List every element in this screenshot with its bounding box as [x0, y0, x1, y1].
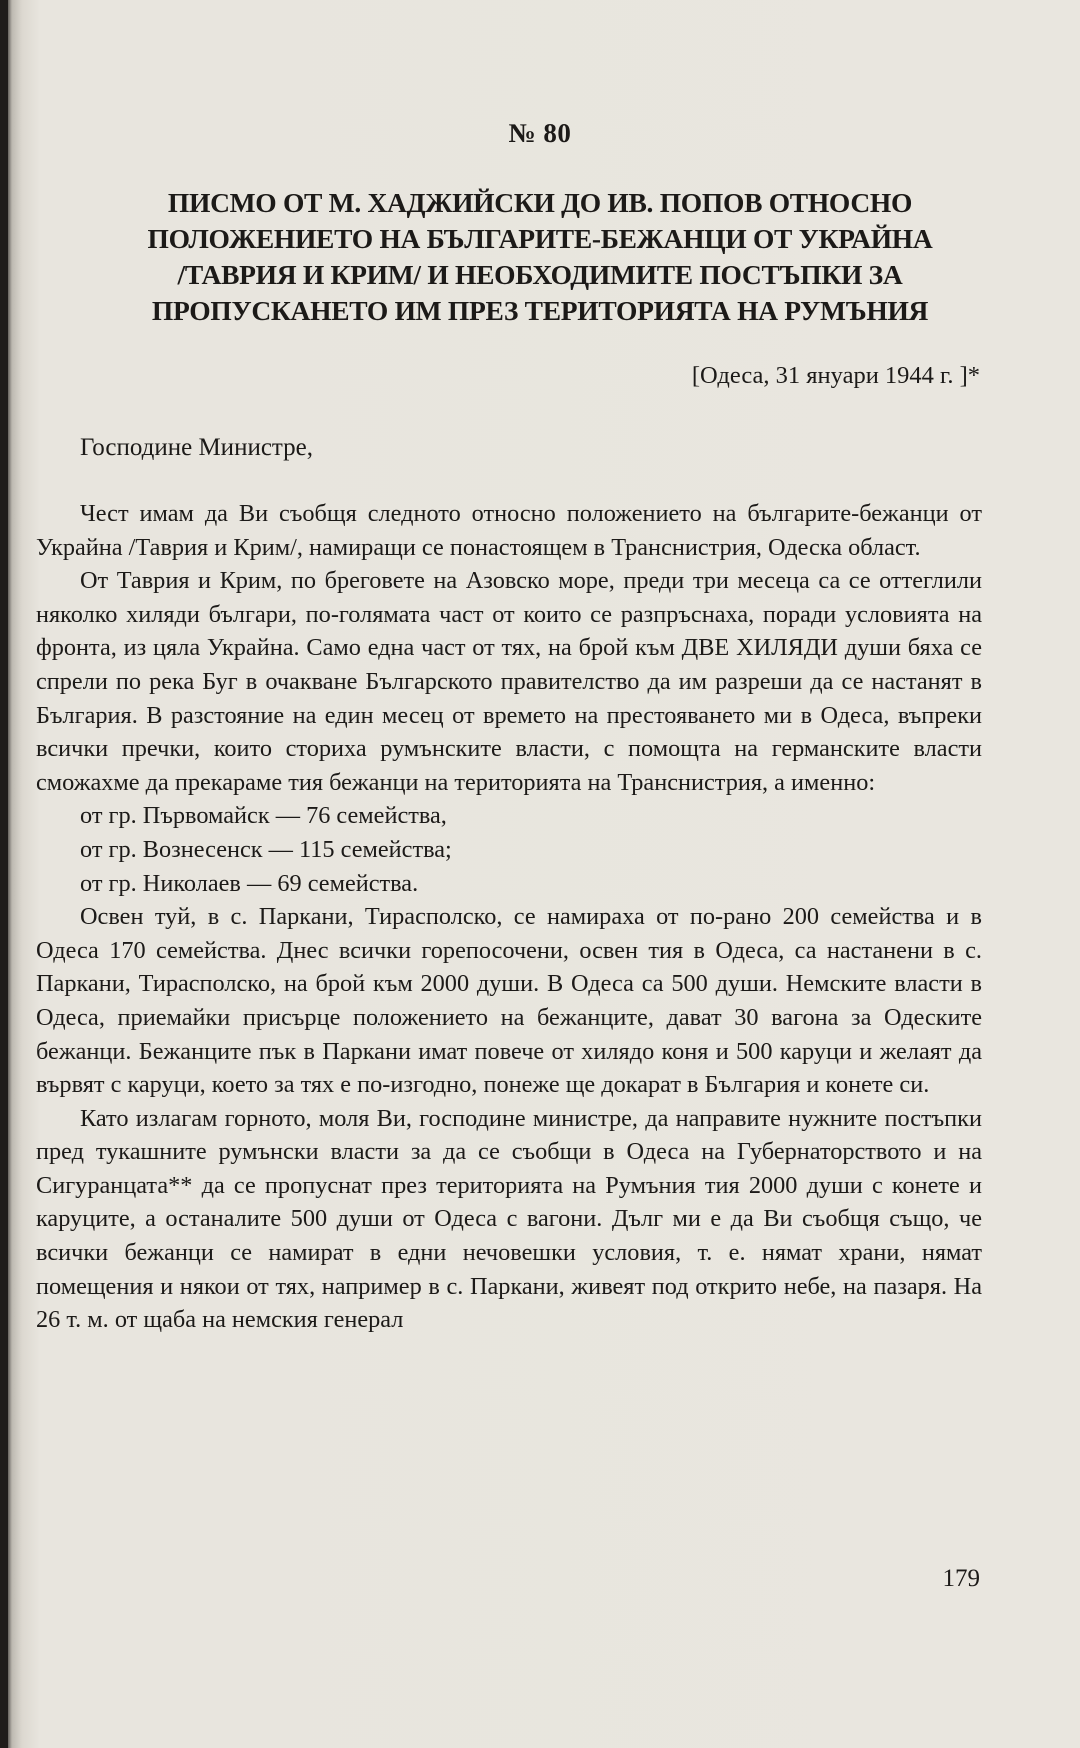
document-number: № 80 [508, 118, 572, 148]
title-line: ПОЛОЖЕНИЕТО НА БЪЛГАРИТЕ-БЕЖАНЦИ ОТ УКРАЙНА [147, 223, 933, 254]
title-line: ПРОПУСКАНЕТО ИМ ПРЕЗ ТЕРИТОРИЯТА НА РУМЪНИЯ [151, 295, 929, 326]
date-place-line: [Одеса, 31 януари 1944 г. ]* [691, 362, 980, 389]
list-item: от гр. Николаев — 69 семейства. [80, 869, 419, 897]
book-spine-shadow [0, 0, 8, 1748]
body-paragraph: Чест имам да Ви съобщя следното относно положението на българите-бежанци от Украйна /Таврия и Крим/, намиращи се понастоящем в Транснистрия, Одеска област. [36, 500, 982, 561]
letter-body [36, 497, 982, 1337]
title-line: /ТАВРИЯ И КРИМ/ И НЕОБХОДИМИТЕ ПОСТЪПКИ ЗА [177, 259, 903, 290]
body-paragraph: Като излагам горното, моля Ви, господине министре, да направите нужните постъпки пред тукашните румънски власти за да се съобщи в Одеса на Губернаторството и на Сигуранцата** да се пропуснат през територията на Румъния тия 2000 души с конете и каруците, а останалите 500 души от Одеса с вагони. Дълг ми е да Ви съобщя също, че всички бежанци се намират в едни нечовешки условия, т. е. нямат храни, нямат помещения и някои от тях, например в с. Паркани, живеят под открито небе, на пазаря. На 26 т. м. от щаба на немския генерал [36, 1104, 982, 1334]
title-line: ПИСМО ОТ М. ХАДЖИЙСКИ ДО ИВ. ПОПОВ ОТНОСНО [167, 187, 913, 218]
page-number: 179 [942, 1565, 980, 1592]
list-item: от гр. Вознесенск — 115 семейства; [80, 835, 452, 863]
document-title [60, 185, 1020, 329]
body-paragraph: От Таврия и Крим, по бреговете на Азовско море, преди три месеца са се оттеглили няколко хиляди българи, по-голямата част от които се разпръснаха, поради условията на фронта, из цяла Украйна. Само една част от тях, на брой към ДВЕ ХИЛЯДИ души бяха се спрели по река Буг в очакване Българското правителство да им разреши да се настанят в България. В разстояние на един месец от времето на престояването ми в Одеса, въпреки всички пречки, които сториха румънските власти, с помощта на германските власти сможахме да прекараме тия бежанци на територията на Транснистрия, а именно: [36, 567, 982, 796]
list-item: от гр. Първомайск — 76 семейства, [80, 802, 447, 830]
body-paragraph: Освен туй, в с. Паркани, Тирасполско, се намираха от по-рано 200 семейства и в Одеса 170 семейства. Днес всички горепосочени, освен тия в Одеса, са настанени в с. Паркани, Тирасполско, на брой към 2000 души. В Одеса са 500 души. Немските власти в Одеса, приемайки присърце положението на бежанците, дават 30 вагона за Одеските бежанци. Бежанците пък в Паркани имат повече от хилядо коня и 500 каруци и желаят да вървят с каруци, което за тях е по-изгодно, понеже ще докарат в България и конете си. [36, 903, 982, 1099]
salutation: Господине Министре, [80, 434, 313, 461]
